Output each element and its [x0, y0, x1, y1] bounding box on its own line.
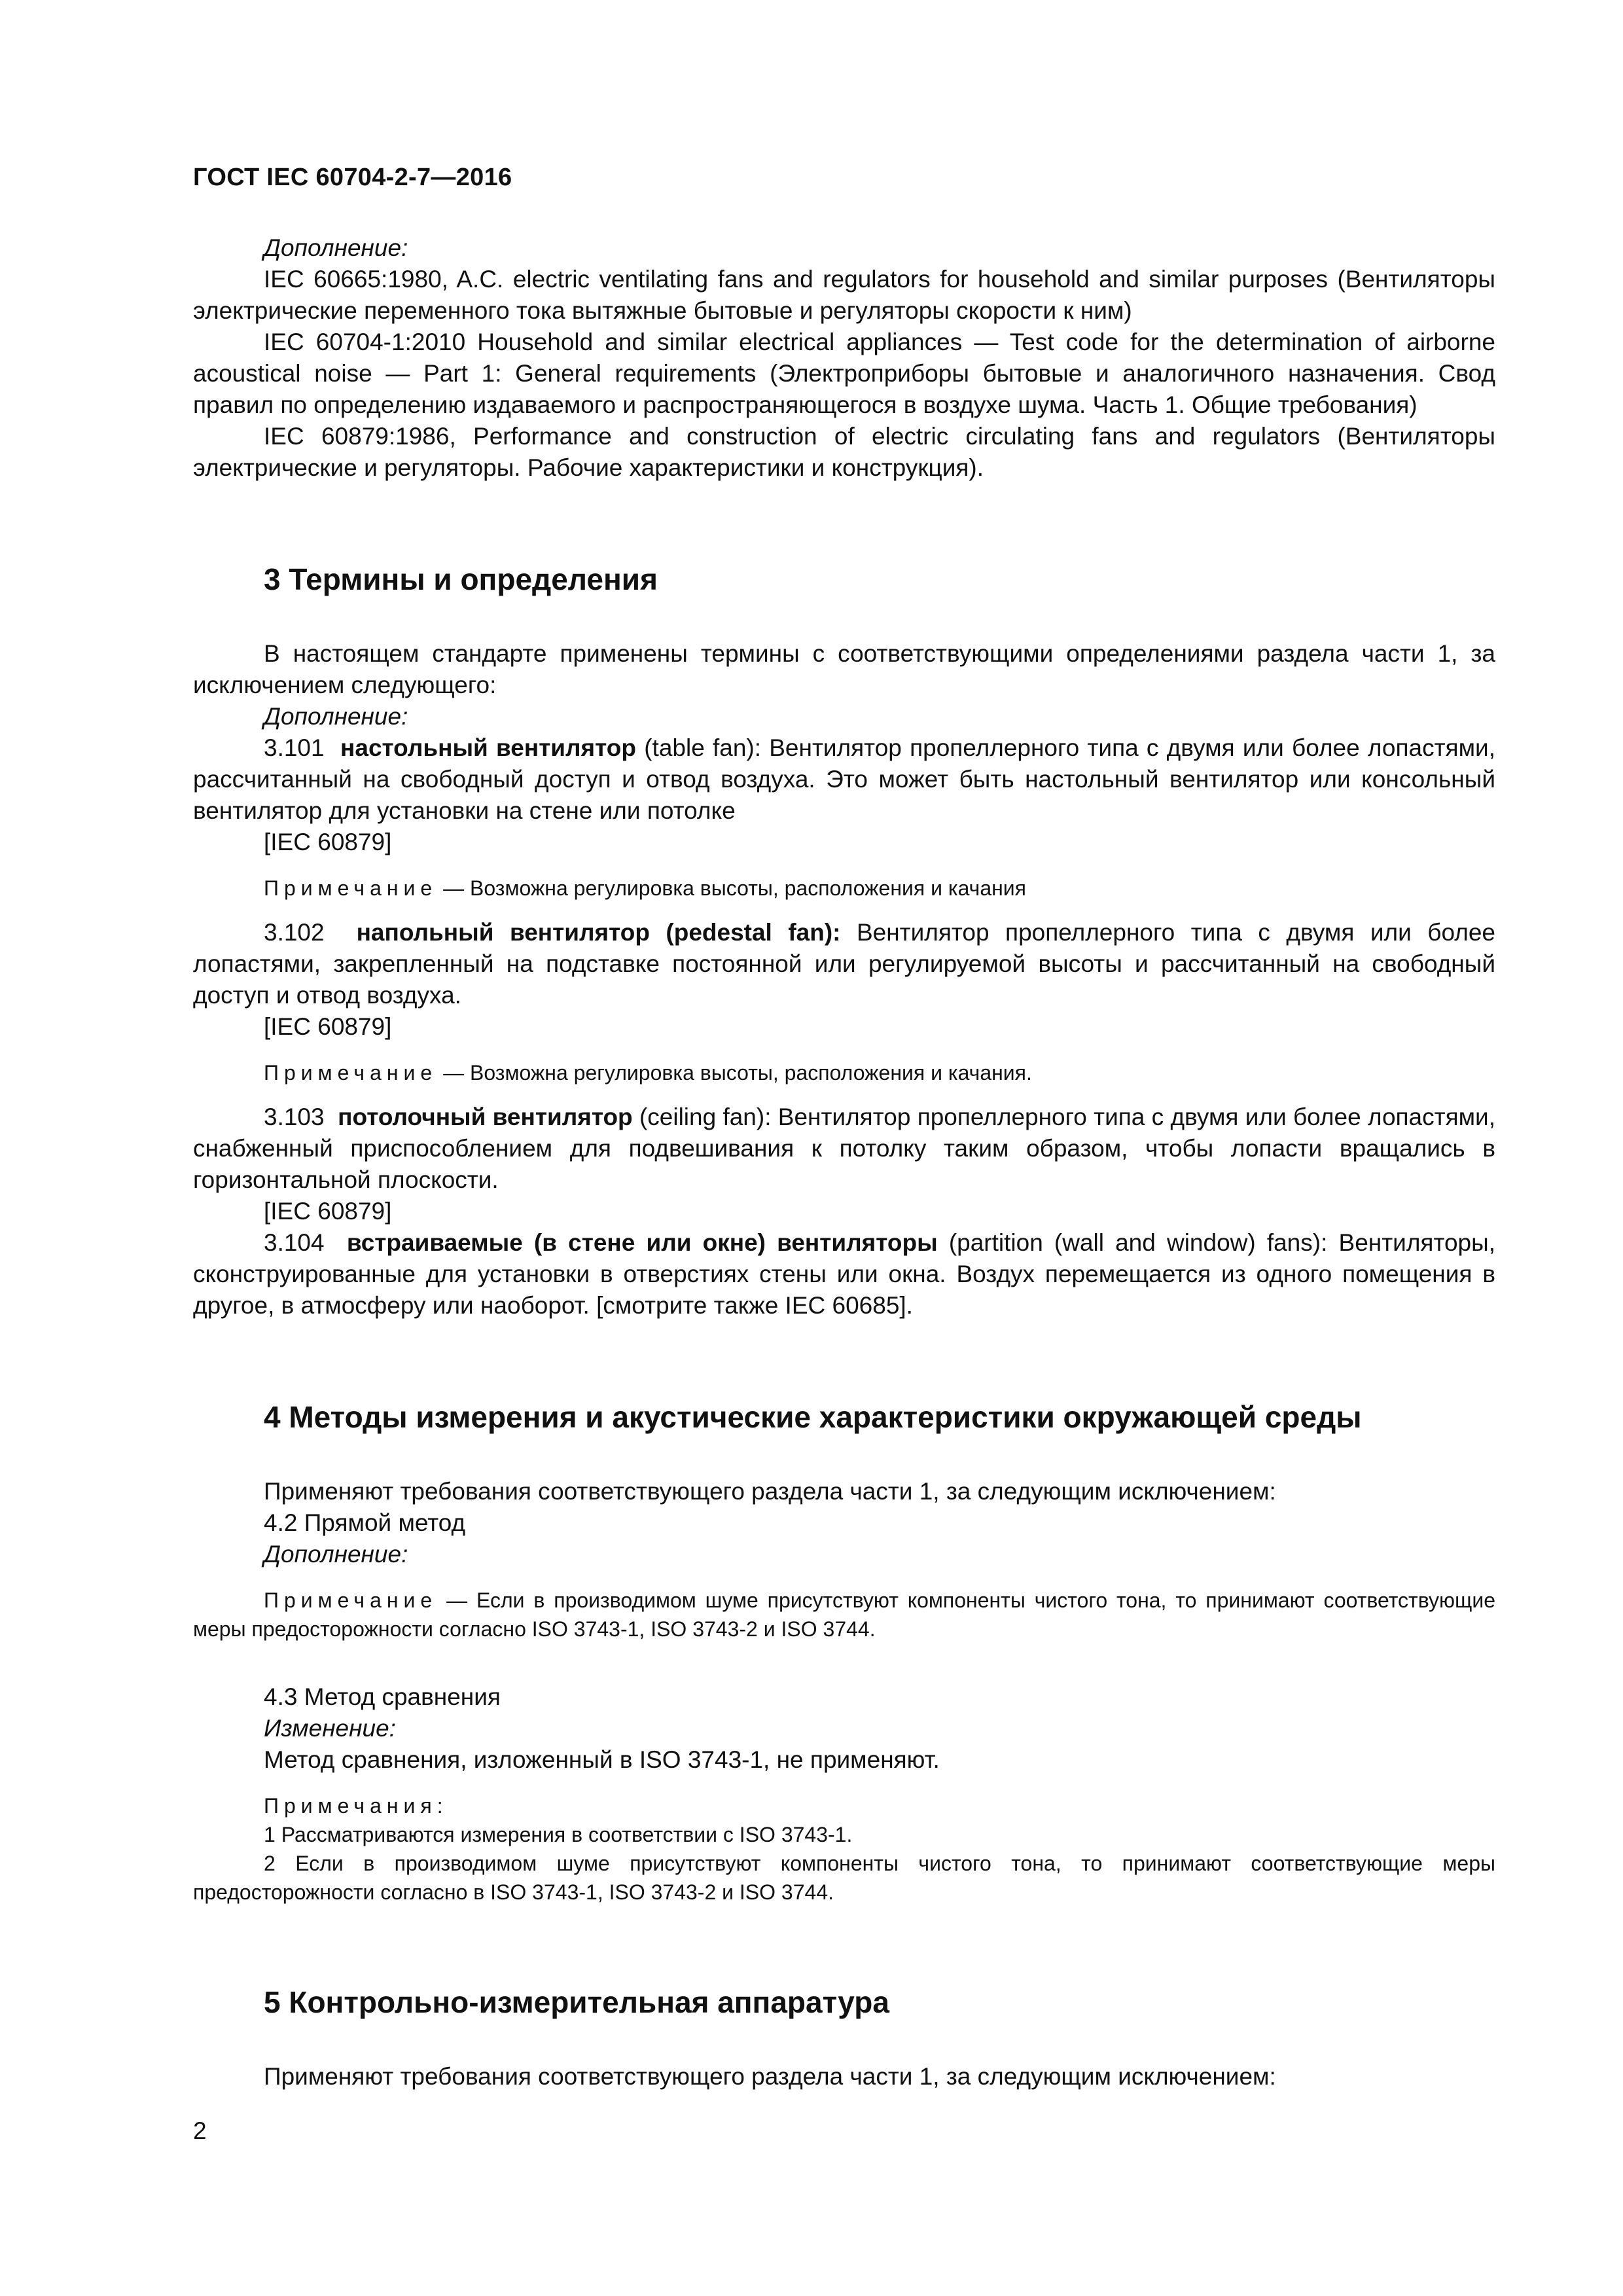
- addition-label: Дополнение:: [264, 1541, 408, 1568]
- term-3-101-source: [IEC 60879]: [264, 829, 392, 855]
- term-3-102-source: [IEC 60879]: [264, 1013, 392, 1040]
- note-4-2: Примечание — Если в производимом шуме присутствуют компоненты чистого тона, то принимают соответствующие меры предосторожности согласно ISO 3743-1, ISO 3743-2 и ISO 3744.: [193, 1588, 1495, 1641]
- document-page: [193, 164, 1495, 2092]
- subsection-4-2-title: 4.2 Прямой метод: [264, 1509, 466, 1536]
- term-3-104: 3.104 встраиваемые (в стене или окне) вентиляторы (partition (wall and window) fans): Вентиляторы, сконструированные для установки в отверстиях стены или окна. Воздух перемещается из одного помещения в другое, в атмосферу или наоборот. [смотрите также IEC 60685].: [193, 1229, 1495, 1319]
- reference-2: IEC 60704-1:2010 Household and similar electrical appliances — Test code for the determination of airborne acoustical noise — Part 1: General requirements (Электроприборы бытовые и аналогичного назначения. Свод правил по определению издаваемого и распространяющегося в воздухе шума. Часть 1. Общие требования): [193, 329, 1495, 418]
- section-3-title: 3 Термины и определения: [264, 562, 658, 596]
- section-4-title: 4 Методы измерения и акустические характеристики окружающей среды: [264, 1400, 1362, 1434]
- reference-3: IEC 60879:1986, Performance and construction of electric circulating fans and regulators (Вентиляторы электрические и регуляторы. Рабочие характеристики и конструкция).: [193, 423, 1495, 481]
- section-4-intro: Применяют требования соответствующего раздела части 1, за следующим исключением:: [264, 1478, 1276, 1505]
- section-3-intro: В настоящем стандарте применены термины с соответствующими определениями раздела части 1, за исключением следующего:: [193, 640, 1495, 698]
- section-5-intro: Применяют требования соответствующего раздела части 1, за следующим исключением:: [264, 2063, 1276, 2090]
- addition-label: Дополнение:: [264, 234, 408, 261]
- note-4-3-1: 1 Рассматриваются измерения в соответствии с ISO 3743-1.: [264, 1823, 853, 1846]
- term-3-103: 3.103 потолочный вентилятор (ceiling fan): Вентилятор пропеллерного типа с двумя или более лопастями, снабженный приспособлением для подвешивания к потолку таким образом, чтобы лопасти вращались в горизонтальной плоскости.: [193, 1103, 1496, 1193]
- change-label: Изменение:: [264, 1715, 396, 1742]
- addition-label: Дополнение:: [264, 703, 408, 730]
- note-3-102: Примечание — Возможна регулировка высоты, расположения и качания.: [264, 1061, 1032, 1085]
- note-3-101: Примечание — Возможна регулировка высоты, расположения и качания: [264, 876, 1026, 900]
- note-4-3-2: 2 Если в производимом шуме присутствуют компоненты чистого тона, то принимают соответствующие меры предосторожности согласно в ISO 3743-1, ISO 3743-2 и ISO 3744.: [193, 1852, 1495, 1904]
- term-3-103-source: [IEC 60879]: [264, 1198, 392, 1225]
- subsection-4-3-title: 4.3 Метод сравнения: [264, 1683, 501, 1710]
- term-3-102: 3.102 напольный вентилятор (pedestal fan): Вентилятор пропеллерного типа с двумя или более лопастями, закрепленный на подставке постоянной или регулируемой высоты и рассчитанный на свободный доступ и отвод воздуха.: [193, 919, 1495, 1009]
- term-3-101: 3.101 настольный вентилятор (table fan): Вентилятор пропеллерного типа с двумя или более лопастями, рассчитанный на свободный доступ и отвод воздуха. Это может быть настольный вентилятор или консольный вентилятор для установки на стене или потолке: [193, 734, 1495, 824]
- section-5-title: 5 Контрольно-измерительная аппаратура: [264, 1985, 889, 2019]
- notes-label: Примечания:: [264, 1794, 448, 1818]
- reference-1: IEC 60665:1980, A.C. electric ventilating fans and regulators for household and similar purposes (Вентиляторы электрические переменного тока вытяжные бытовые и регуляторы скорости к ним): [193, 266, 1495, 324]
- document-header: ГОСТ IEC 60704-2-7—2016: [193, 164, 512, 191]
- change-text: Метод сравнения, изложенный в ISO 3743-1, не применяют.: [264, 1746, 940, 1773]
- page-number: 2: [193, 2117, 207, 2144]
